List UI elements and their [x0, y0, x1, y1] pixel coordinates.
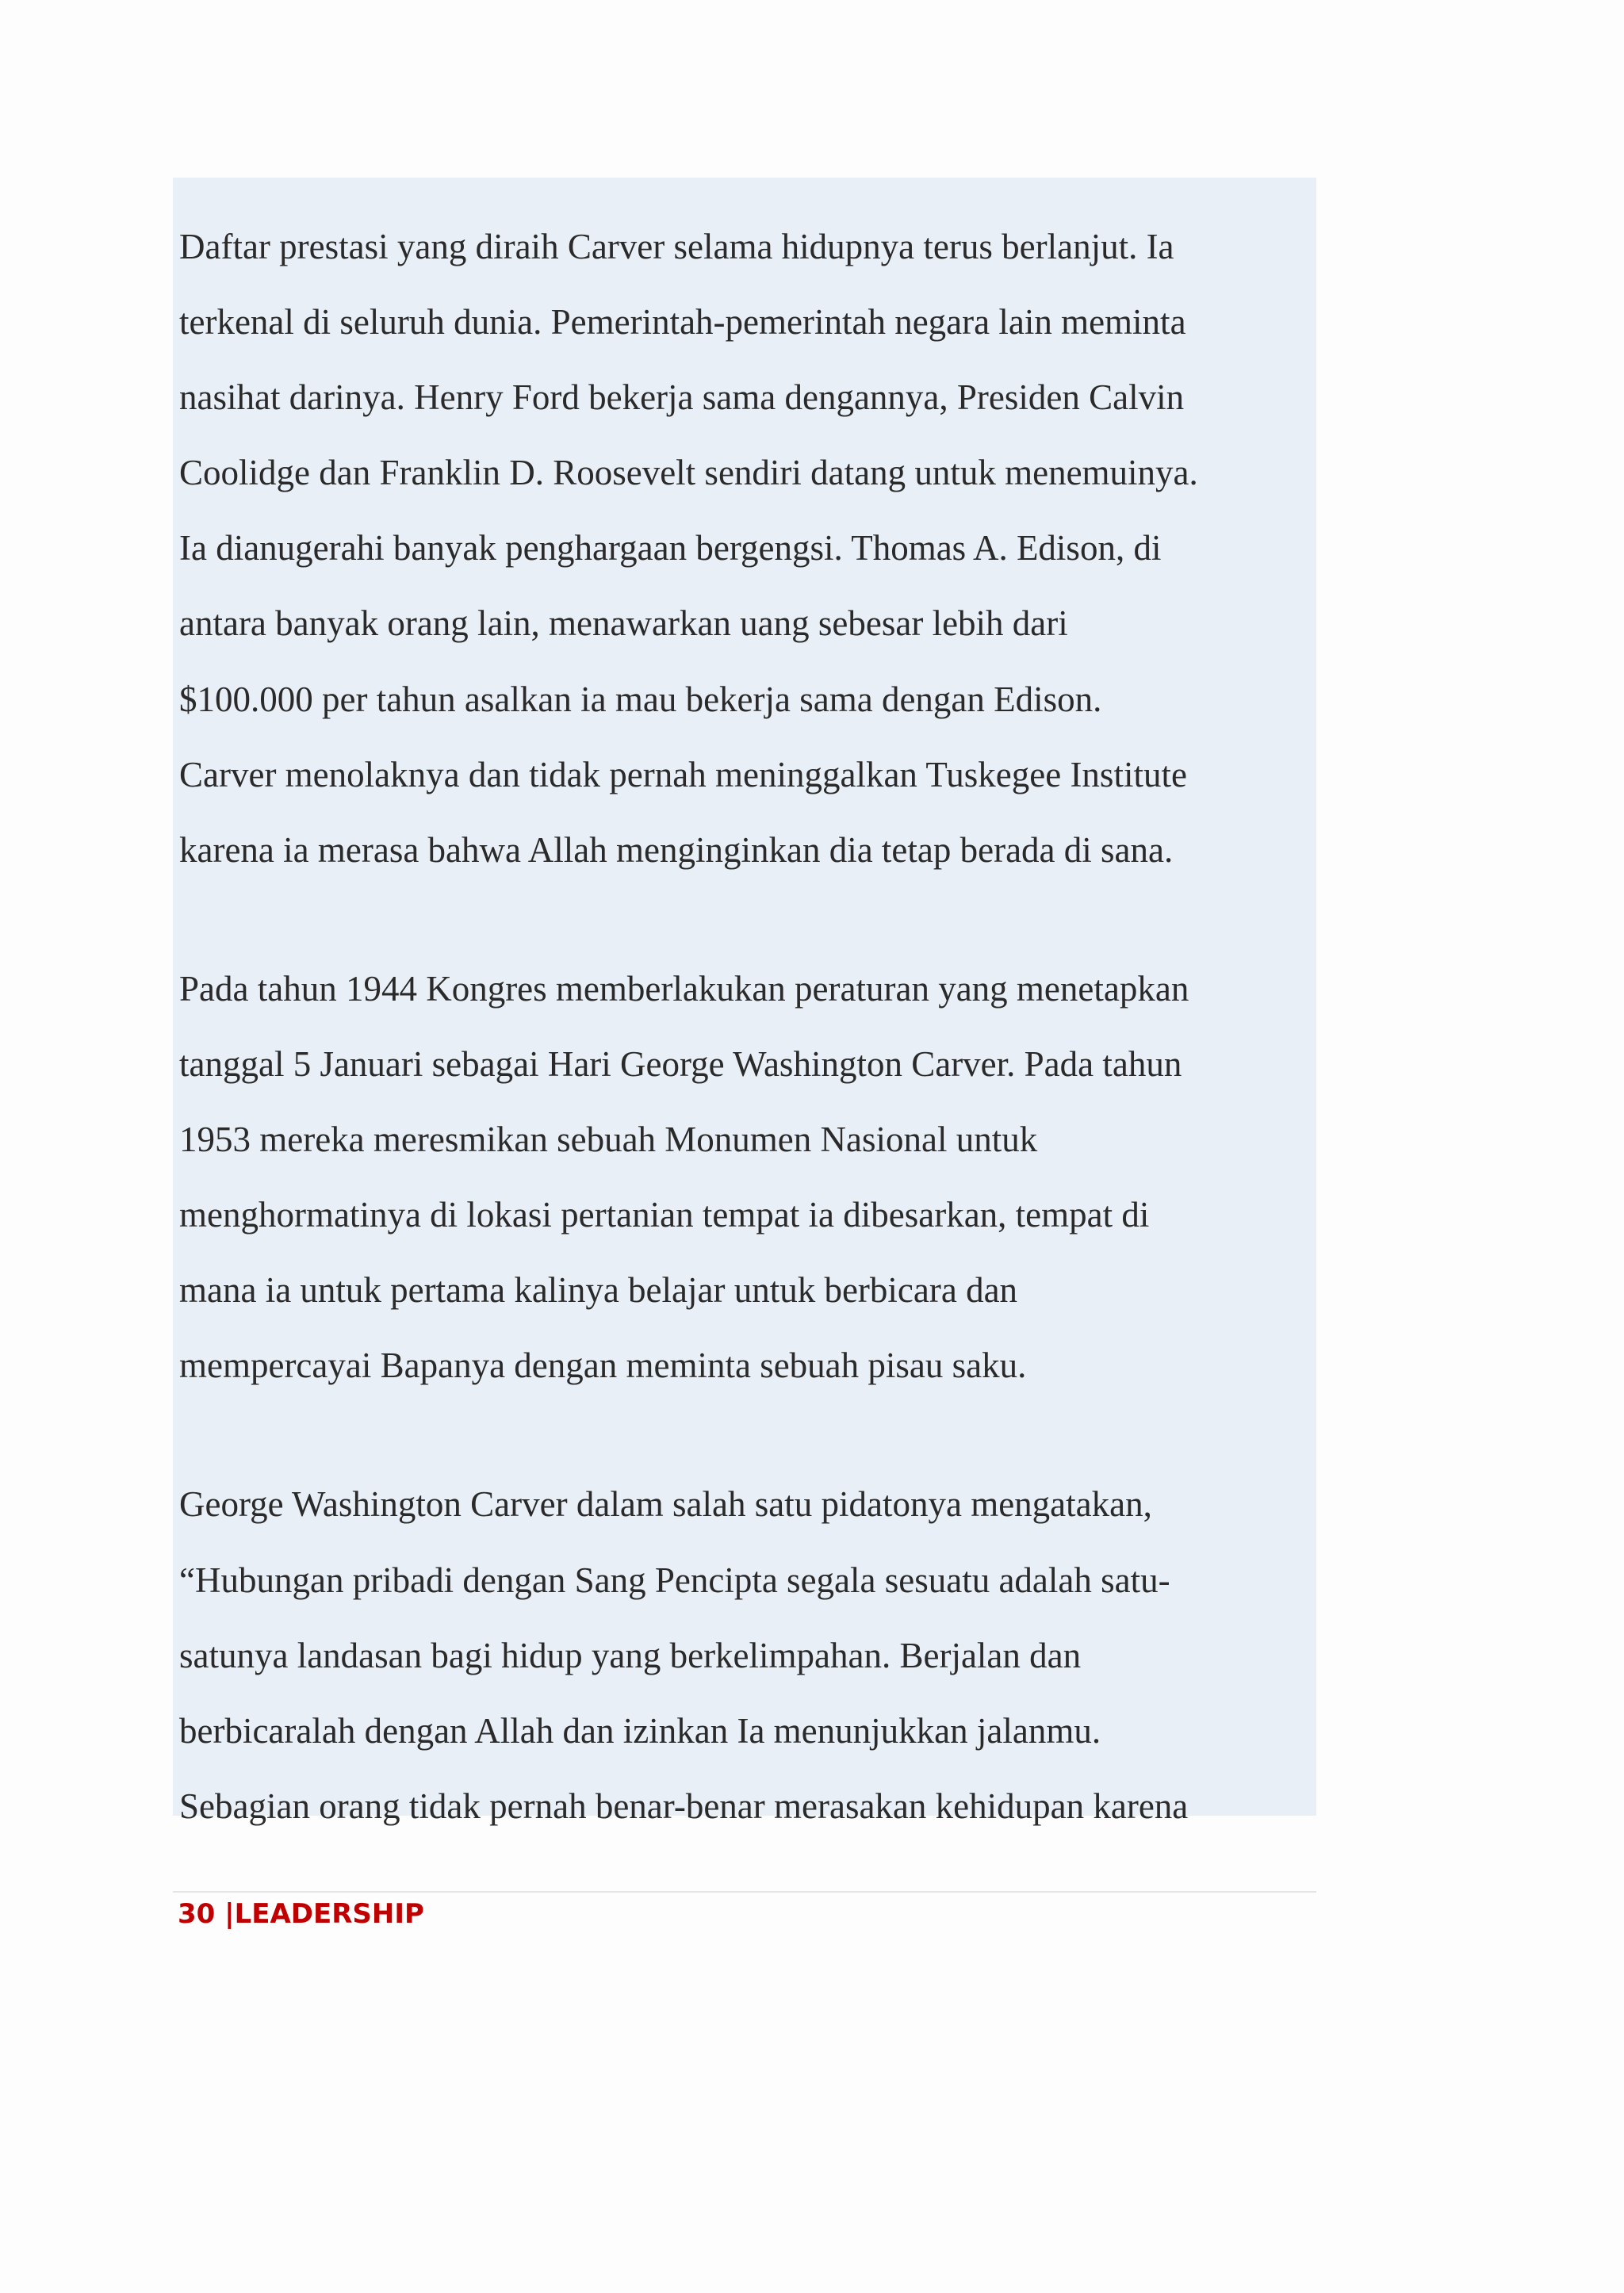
- page-number: 30: [178, 1898, 216, 1930]
- text-line: terkenal di seluruh dunia. Pemerintah-pemerintah negara lain meminta: [179, 302, 1186, 343]
- text-line: antara banyak orang lain, menawarkan uang sebesar lebih dari: [179, 603, 1068, 644]
- page-footer: [178, 1898, 424, 1930]
- text-line: berbicaralah dengan Allah dan izinkan Ia menunjukkan jalanmu.: [179, 1710, 1101, 1751]
- text-line: Pada tahun 1944 Kongres memberlakukan peraturan yang menetapkan: [179, 968, 1189, 1009]
- text-line: George Washington Carver dalam salah satu pidatonya mengatakan,: [179, 1484, 1152, 1525]
- text-line: mana ia untuk pertama kalinya belajar untuk berbicara dan: [179, 1270, 1018, 1311]
- text-line: Daftar prestasi yang diraih Carver selama hidupnya terus berlanjut. Ia: [179, 227, 1174, 266]
- text-line: Sebagian orang tidak pernah benar-benar merasakan kehidupan karena: [179, 1786, 1189, 1826]
- footer-divider: [173, 1891, 1316, 1893]
- highlighted-text-block: [173, 178, 1316, 1826]
- text-line: mempercayai Bapanya dengan meminta sebuah pisau saku.: [179, 1346, 1027, 1386]
- text-line: tanggal 5 Januari sebagai Hari George Washington Carver. Pada tahun: [179, 1043, 1182, 1084]
- text-line: 1953 mereka meresmikan sebuah Monumen Nasional untuk: [179, 1120, 1038, 1160]
- footer-separator: |: [215, 1898, 235, 1930]
- text-line: $100.000 per tahun asalkan ia mau bekerja sama dengan Edison.: [179, 679, 1102, 719]
- paragraph-1: [179, 209, 1316, 888]
- paragraph-2: [179, 951, 1316, 1404]
- text-line: Carver menolaknya dan tidak pernah meninggalkan Tuskegee Institute: [179, 754, 1187, 794]
- text-line: “Hubungan pribadi dengan Sang Pencipta segala sesuatu adalah satu-: [179, 1560, 1170, 1600]
- text-line: Ia dianugerahi banyak penghargaan bergengsi. Thomas A. Edison, di: [179, 528, 1162, 568]
- text-line: nasihat darinya. Henry Ford bekerja sama dengannya, Presiden Calvin: [179, 377, 1185, 418]
- text-line: karena ia merasa bahwa Allah menginginkan dia tetap berada di sana.: [179, 829, 1174, 870]
- text-line: menghormatinya di lokasi pertanian tempat ia dibesarkan, tempat di: [179, 1195, 1150, 1235]
- text-line: Coolidge dan Franklin D. Roosevelt sendiri datang untuk menemuinya.: [179, 453, 1198, 493]
- text-line: satunya landasan bagi hidup yang berkelimpahan. Berjalan dan: [179, 1635, 1082, 1675]
- book-title: LEADERSHIP: [234, 1898, 424, 1930]
- paragraph-3: [179, 1467, 1316, 1843]
